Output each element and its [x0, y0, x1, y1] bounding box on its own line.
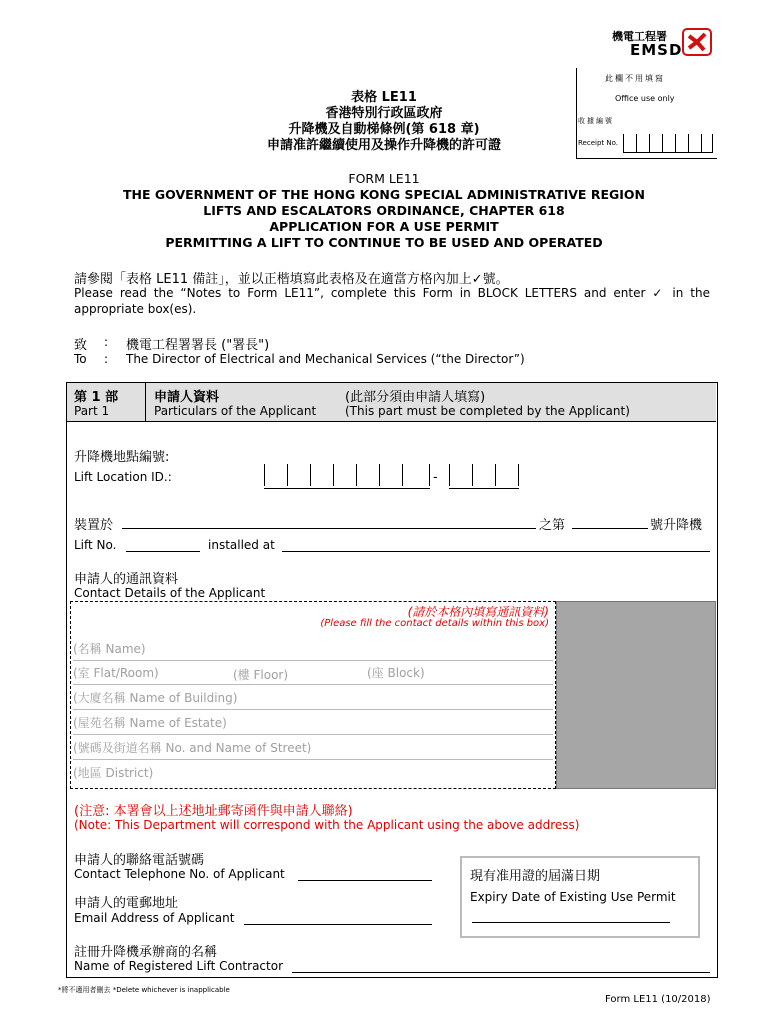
address-block-field[interactable]: (座 Block) — [367, 666, 425, 680]
contact-hint-en: (Please fill the contact details within this box) — [320, 618, 549, 629]
address-flat-field[interactable]: (室 Flat/Room) — [73, 666, 159, 680]
header-en-line: PERMITTING A LIFT TO CONTINUE TO BE USED AND OPERATED — [165, 235, 603, 250]
header-cn-line: 申請准許繼續使用及操作升降機的許可證 — [266, 138, 501, 153]
part1-note-cn: (此部分須由申請人填寫) — [345, 390, 486, 405]
footer-form-number: Form LE11 (10/2018) — [605, 994, 711, 1005]
lift-location-id-boxes[interactable] — [264, 464, 430, 489]
receipt-label-cn: 收據編號 — [578, 117, 614, 125]
lift-location-en: Lift Location ID.: — [74, 470, 172, 484]
address-district-field[interactable]: (地區 District) — [73, 766, 154, 780]
footer-delete-note: *將不適用者刪去 *Delete whichever is inapplicable — [58, 986, 230, 994]
address-building-field[interactable]: (大廈名稱 Name of Building) — [73, 689, 553, 710]
contractor-cn: 註冊升降機承辦商的名稱 — [74, 945, 218, 960]
emsd-logo-icon — [682, 28, 712, 56]
emsd-logo — [608, 28, 716, 60]
instructions-cn: 請參閱「表格 LE11 備註」，並以正楷填寫此表格及在適當方格內加上✓號。 — [74, 272, 509, 287]
to-en-text: The Director of Electrical and Mechanical Services (“the Director”) — [126, 352, 525, 366]
contact-title-cn: 申請人的通訊資料 — [74, 572, 179, 587]
office-gray-box — [556, 601, 716, 789]
installed-cn-b: 之第 — [539, 518, 566, 533]
address-name-field[interactable]: (名稱 Name) — [73, 640, 553, 661]
lift-location-id-suffix-boxes[interactable] — [449, 464, 519, 489]
expiry-en: Expiry Date of Existing Use Permit — [470, 890, 676, 904]
to-cn-label: 致 — [74, 338, 88, 353]
header-cn-line: 香港特別行政區政府 — [325, 106, 443, 121]
lift-no-en-field[interactable] — [126, 551, 200, 552]
header-cn-line: 表格 LE11 — [351, 90, 417, 105]
phone-field[interactable] — [298, 880, 432, 881]
address-floor-field[interactable]: (樓 Floor) — [233, 668, 289, 682]
lift-no-cn-field[interactable] — [572, 528, 648, 529]
address-estate-field[interactable]: (屋苑名稱 Name of Estate) — [73, 714, 553, 735]
header-cn-line: 升降機及自動梯條例(第 618 章) — [288, 122, 480, 137]
installed-en-b: installed at — [208, 538, 275, 552]
header-en — [0, 171, 768, 251]
instructions-en-1: Please read the “Notes to Form LE11”, complete this Form in BLOCK LETTERS and enter ✓ in the — [74, 286, 710, 300]
to-colon: : — [104, 335, 109, 349]
header-en-line: FORM LE11 — [348, 171, 420, 186]
contact-hint-cn: (請於本格內填寫通訊資料) — [407, 605, 549, 619]
part1-label-en: Part 1 — [74, 404, 110, 418]
to-cn-text: 機電工程署署長 ("署長") — [126, 338, 270, 353]
lift-location-cn: 升降機地點編號: — [74, 450, 170, 465]
agency-cn: 機電工程署 — [612, 30, 667, 43]
address-street-field[interactable]: (號碼及街道名稱 No. and Name of Street) — [73, 739, 553, 760]
expiry-cn: 現有准用證的屆滿日期 — [470, 869, 601, 884]
email-cn: 申請人的電郵地址 — [74, 896, 179, 911]
header-cn — [0, 90, 768, 154]
expiry-date-field[interactable] — [472, 922, 670, 923]
installed-address-en-field[interactable] — [282, 551, 710, 552]
installed-cn-a: 裝置於 — [74, 518, 114, 533]
email-en: Email Address of Applicant — [74, 911, 235, 925]
to-colon: : — [104, 352, 109, 366]
expiry-box — [460, 856, 700, 938]
contact-details-box — [70, 601, 556, 789]
office-title-en: Office use only — [615, 94, 675, 103]
to-en-label: To — [74, 352, 87, 366]
part1-note-en: (This part must be completed by the Applicant) — [345, 404, 630, 418]
contact-title-en: Contact Details of the Applicant — [74, 586, 266, 600]
part1-title-en: Particulars of the Applicant — [154, 404, 317, 418]
address-flat-row — [73, 664, 553, 685]
header-en-line: APPLICATION FOR A USE PERMIT — [269, 219, 499, 234]
installed-cn-c: 號升降機 — [650, 518, 703, 533]
part1-title-cn: 申請人資料 — [154, 390, 220, 405]
part1-header — [67, 383, 716, 422]
header-en-line: THE GOVERNMENT OF THE HONG KONG SPECIAL ADMINISTRATIVE REGION — [123, 187, 645, 202]
lift-location-dash: - — [433, 470, 438, 485]
email-field[interactable] — [244, 924, 432, 925]
contractor-en: Name of Registered Lift Contractor — [74, 959, 284, 973]
note-cn: (注意: 本署會以上述地址郵寄函件與申請人聯絡) — [74, 804, 353, 819]
office-title-cn: 此欄不用填寫 — [605, 74, 665, 83]
phone-en: Contact Telephone No. of Applicant — [74, 867, 285, 881]
part1-label-cn: 第 1 部 — [74, 390, 119, 405]
contractor-field[interactable] — [292, 972, 710, 973]
installed-address-cn-field[interactable] — [122, 528, 536, 529]
phone-cn: 申請人的聯絡電話號碼 — [74, 853, 205, 868]
note-en: (Note: This Department will correspond with the Applicant using the above address) — [74, 818, 580, 832]
header-en-line: LIFTS AND ESCALATORS ORDINANCE, CHAPTER 618 — [203, 203, 565, 218]
receipt-label-en: Receipt No. — [578, 139, 618, 147]
agency-en: EMSD — [630, 41, 683, 59]
instructions-en-2: appropriate box(es). — [74, 302, 197, 316]
installed-en-a: Lift No. — [74, 538, 117, 552]
